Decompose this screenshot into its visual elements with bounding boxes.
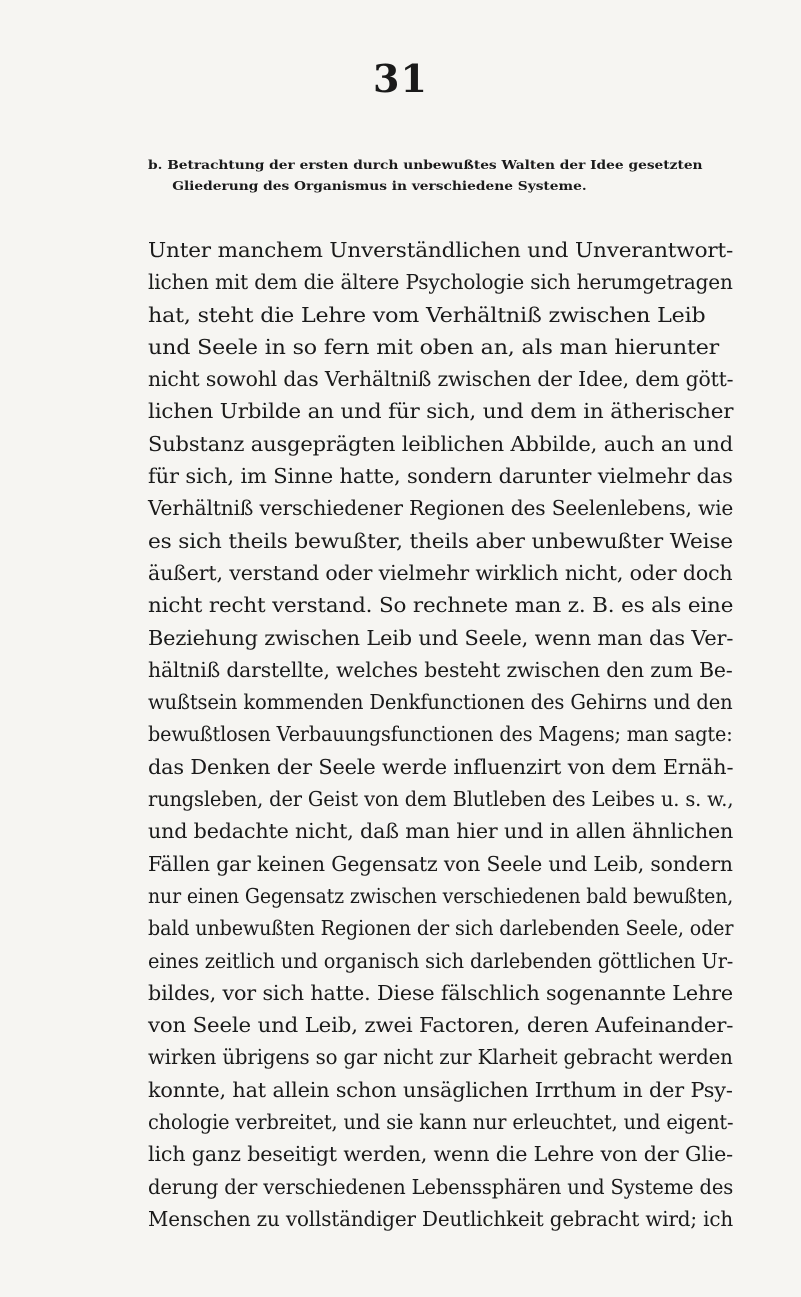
text-line: rungsleben, der Geist von dem Blutleben des Leibes u. s. w., [148, 787, 734, 812]
text-line: hat, steht die Lehre vom Verhältniß zwischen Leib [148, 302, 706, 327]
text-line: bald unbewußten Regionen der sich darlebenden Seele, oder [148, 916, 734, 941]
heading-line: Gliederung des Organismus in verschiedene Systeme. [172, 178, 587, 193]
text-line: wirken übrigens so gar nicht zur Klarheit gebracht werden [148, 1045, 733, 1070]
text-line: konnte, hat allein schon unsäglichen Irrthum in der Psy- [148, 1077, 733, 1102]
text-line: lich ganz beseitigt werden, wenn die Lehre von der Glie- [148, 1142, 733, 1167]
text-line: es sich theils bewußter, theils aber unbewußter Weise [148, 528, 733, 553]
text-line: Menschen zu vollständiger Deutlichkeit gebracht wird; ich [148, 1206, 734, 1231]
body-text [148, 234, 733, 1235]
text-line: Fällen gar keinen Gegensatz von Seele und Leib, sondern [148, 851, 733, 876]
section-heading [148, 154, 718, 196]
text-line: von Seele und Leib, zwei Factoren, deren Aufeinander- [148, 1013, 734, 1038]
text-line: Substanz ausgeprägten leiblichen Abbilde, auch an und [148, 431, 734, 456]
text-line: wußtsein kommenden Denkfunctionen des Gehirns und den [148, 690, 733, 715]
text-line: bewußtlosen Verbauungsfunctionen des Magens; man sagte: [148, 722, 733, 747]
heading-line: b. Betrachtung der ersten durch unbewußtes Walten der Idee gesetzten [148, 157, 703, 172]
text-line: für sich, im Sinne hatte, sondern darunter vielmehr das [148, 464, 733, 489]
text-line: chologie verbreitet, und sie kann nur erleuchtet, und eigent- [148, 1110, 734, 1135]
text-line: bildes, vor sich hatte. Diese fälschlich sogenannte Lehre [148, 980, 733, 1005]
text-line: nicht recht verstand. So rechnete man z. B. es als eine [148, 593, 734, 618]
text-line: nicht sowohl das Verhältniß zwischen der Idee, dem gött- [148, 367, 734, 392]
text-line: lichen Urbilde an und für sich, und dem in ätherischer [148, 399, 734, 424]
text-line: das Denken der Seele werde influenzirt von dem Ernäh- [148, 754, 734, 779]
text-line: äußert, verstand oder vielmehr wirklich nicht, oder doch [148, 560, 733, 585]
text-line: derung der verschiedenen Lebenssphären und Systeme des [148, 1174, 734, 1199]
text-line: eines zeitlich und organisch sich darlebenden göttlichen Ur- [148, 948, 734, 973]
text-line: und Seele in so fern mit oben an, als man hierunter [148, 334, 720, 359]
text-line: lichen mit dem die ältere Psychologie sich herumgetragen [148, 270, 733, 295]
text-line: Beziehung zwischen Leib und Seele, wenn man das Ver- [148, 625, 734, 650]
text-line: nur einen Gegensatz zwischen verschiedenen bald bewußten, [148, 883, 734, 908]
text-line: hältniß darstellte, welches besteht zwischen den zum Be- [148, 657, 733, 682]
text-line: Unter manchem Unverständlichen und Unverantwort- [148, 238, 734, 262]
page-number: 31 [373, 56, 428, 101]
text-line: und bedachte nicht, daß man hier und in allen ähnlichen [148, 819, 734, 844]
text-line: Verhältniß verschiedener Regionen des Seelenlebens, wie [148, 496, 734, 521]
